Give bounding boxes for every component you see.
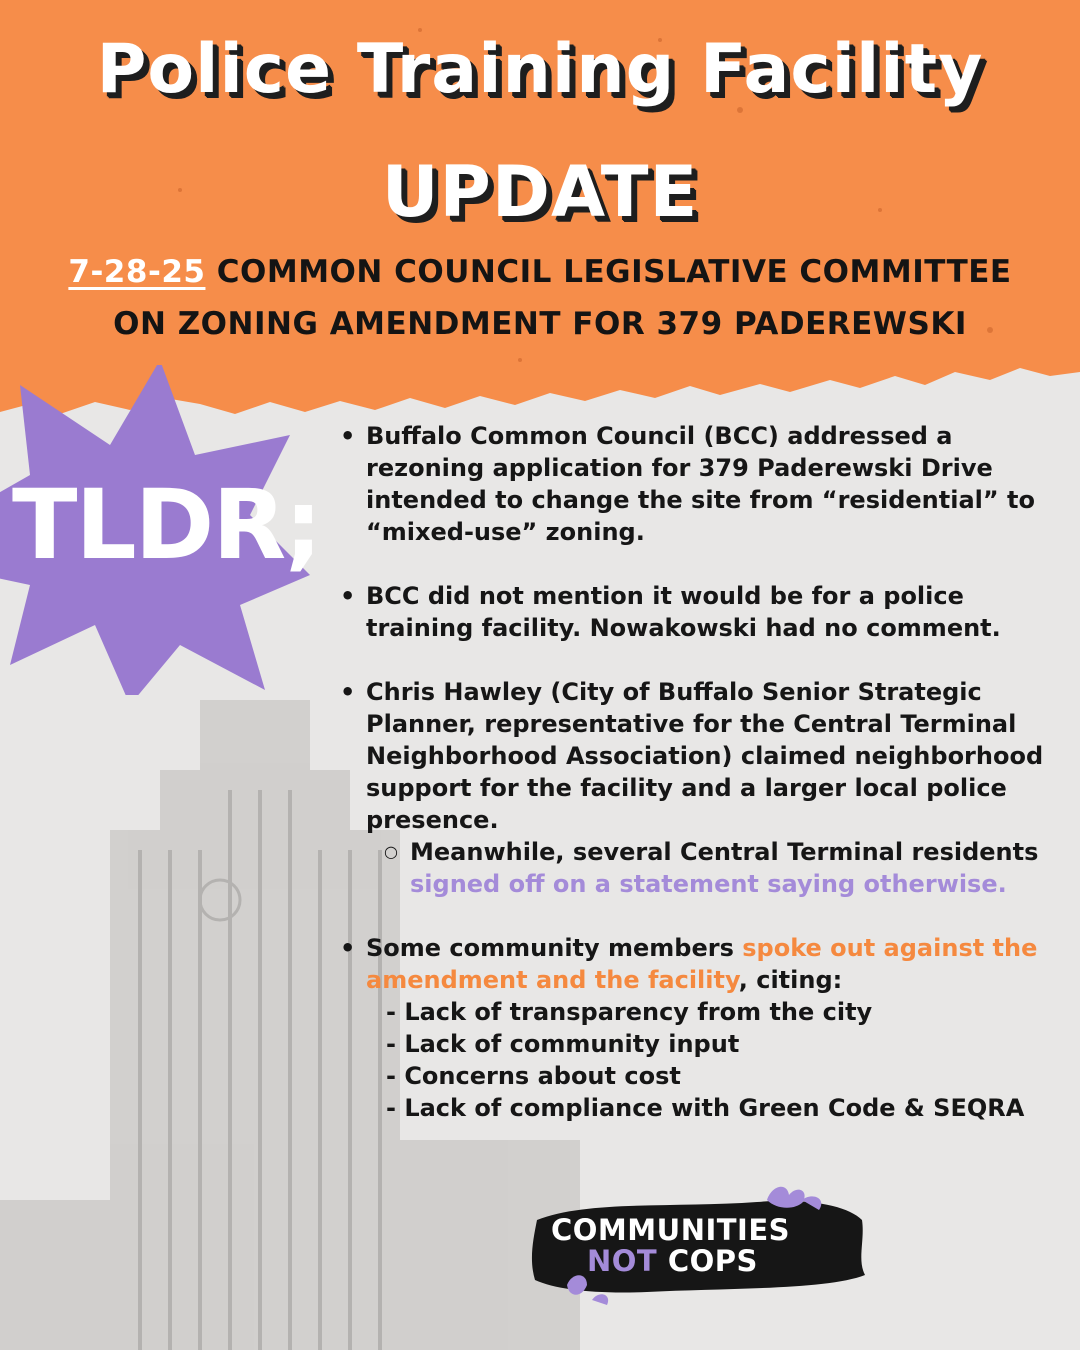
tldr-badge-label: TLDR; — [12, 469, 321, 581]
page-title-update: UPDATE — [381, 151, 699, 233]
meeting-date: 7-28-25 — [68, 254, 206, 290]
summary-list — [340, 420, 1050, 1124]
community-text: Some community members — [366, 934, 743, 962]
logo-text-not-cops — [587, 1244, 758, 1278]
sub-bullet-residents — [340, 836, 1050, 900]
page-title: Police Training Facility — [96, 30, 984, 109]
subtitle-line2: ON ZONING AMENDMENT FOR 379 PADEREWSKI — [113, 306, 967, 342]
concern-item: - Lack of compliance with Green Code & SEQRA — [386, 1094, 1025, 1122]
concern-item: - Lack of community input — [386, 1030, 740, 1058]
sub-bullet-text: Meanwhile, several Central Terminal residents — [410, 838, 1039, 866]
concern-item: - Lack of transparency from the city — [386, 998, 873, 1026]
bullet-no-mention: • BCC did not mention it would be for a police training facility. Nowakowski had no comment. — [340, 580, 1050, 644]
logo-text-not: NOT — [587, 1244, 658, 1278]
statement-link[interactable]: signed off on a statement saying otherwise. — [410, 870, 1007, 898]
logo-text-cops: COPS — [657, 1244, 758, 1278]
bullet-hawley: • Chris Hawley (City of Buffalo Senior Strategic Planner, representative for the Central Terminal Neighborhood Association) claimed neighborhood support for the facility and a larger local police presence. — [340, 676, 1050, 836]
subtitle-line1: COMMON COUNCIL LEGISLATIVE COMMITTEE — [205, 254, 1012, 290]
meeting-subtitle — [0, 246, 1080, 350]
logo-text-communities: COMMUNITIES — [551, 1213, 791, 1247]
spoke-out-link[interactable]: spoke out against the amendment and the facility — [366, 934, 1038, 994]
community-rest: , citing: — [738, 966, 843, 994]
bullet-rezoning: • Buffalo Common Council (BCC) addressed a rezoning application for 379 Paderewski Drive intended to change the site from “residential” to “mixed-use” zoning. — [340, 420, 1050, 548]
concern-item: - Concerns about cost — [386, 1062, 681, 1090]
bullet-community — [340, 932, 1050, 996]
